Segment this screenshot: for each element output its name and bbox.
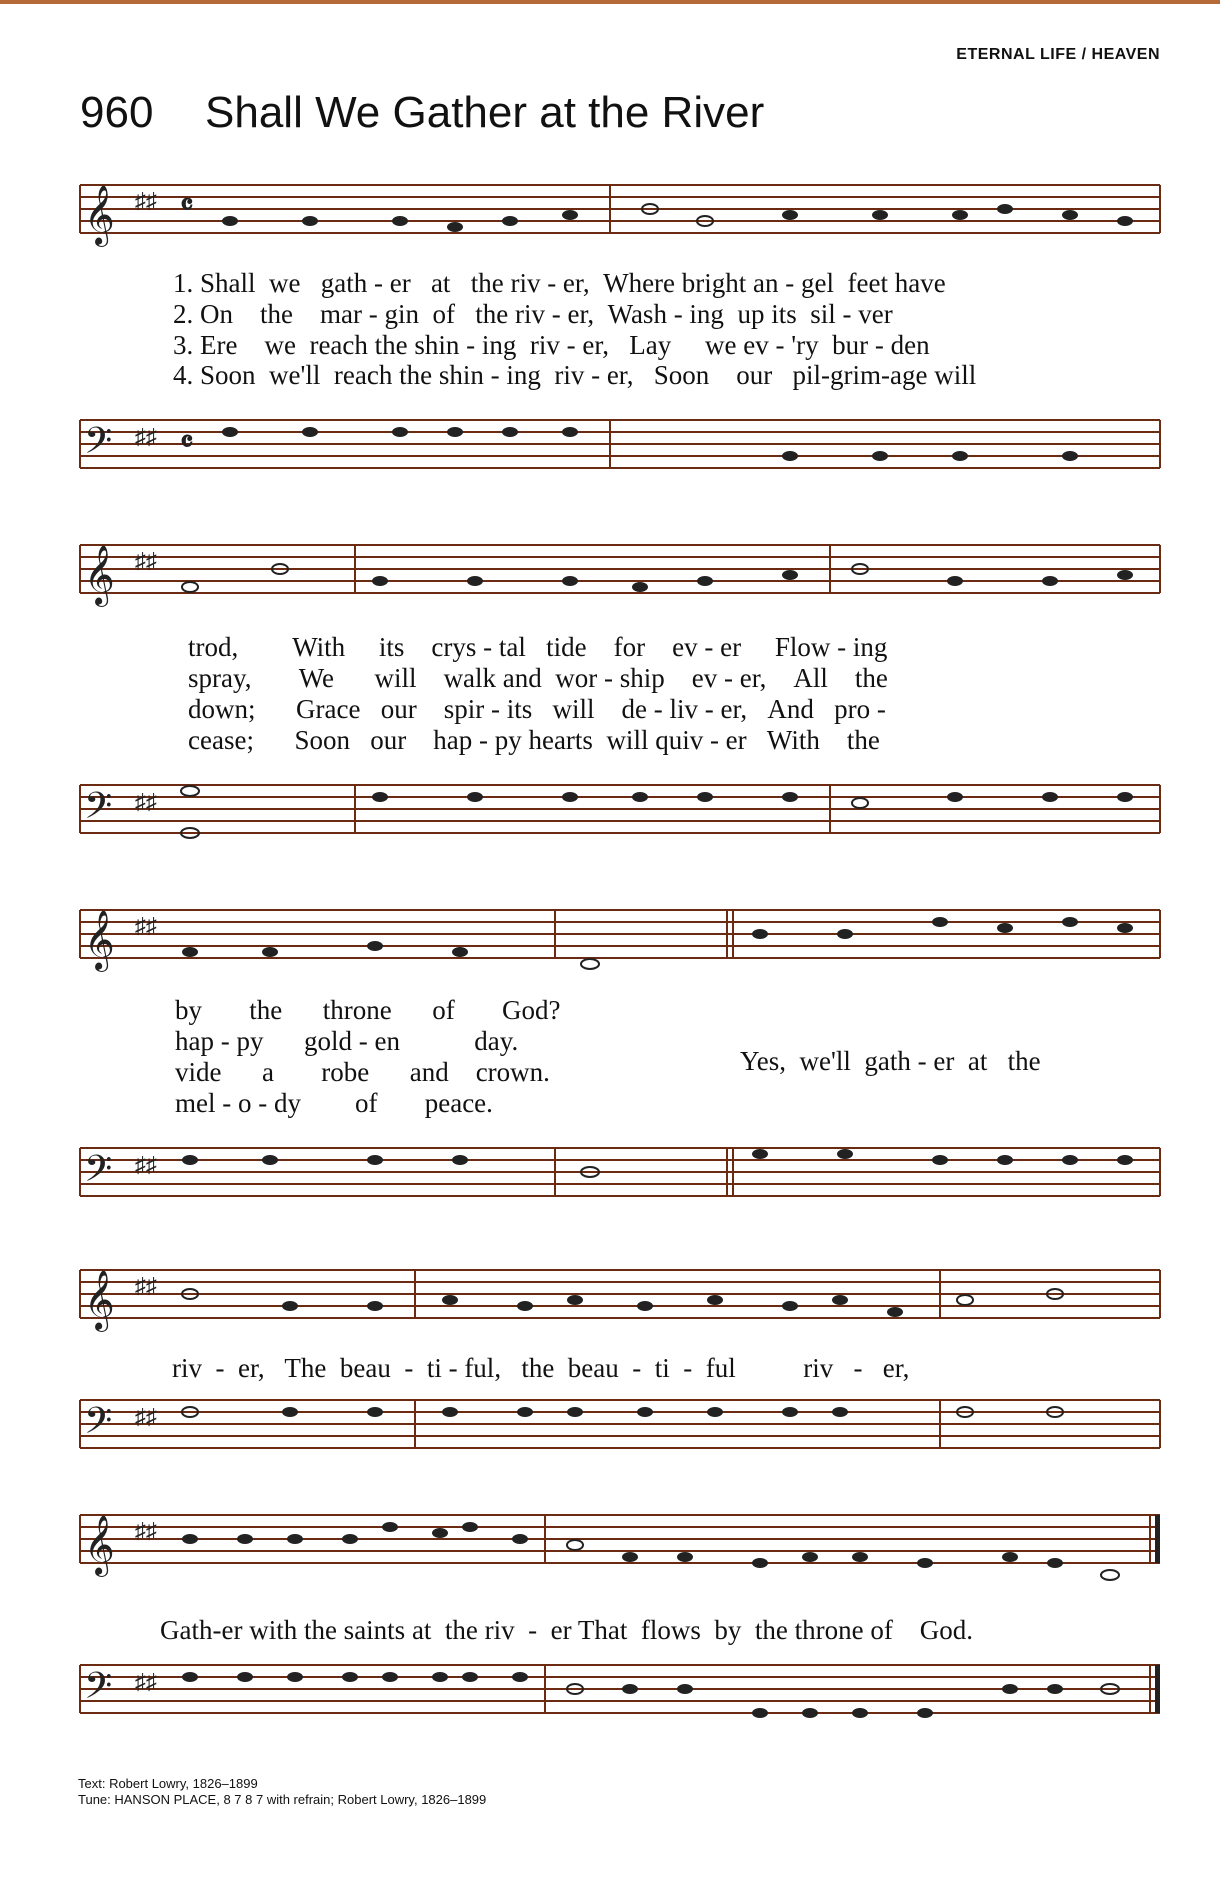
svg-text:♯♯: ♯♯ <box>135 424 157 449</box>
system-2-bass-staff <box>0 765 1220 855</box>
svg-text:♯♯: ♯♯ <box>135 1152 157 1177</box>
verse-3-line-2: down; Grace our spir - its will de - liv - er, And pro - <box>188 694 886 724</box>
verse-4-line-2: cease; Soon our hap - py hearts will quiv - er With the <box>188 725 880 755</box>
svg-text:𝄢: 𝄢 <box>84 786 113 835</box>
verse-3-line-1: 3. Ere we reach the shin - ing riv - er, Lay we ev - 'ry bur - den <box>173 330 930 360</box>
svg-text:♯♯: ♯♯ <box>135 913 157 938</box>
svg-text:𝄴: 𝄴 <box>180 189 194 222</box>
svg-text:𝄢: 𝄢 <box>84 1149 113 1198</box>
hymn-title: Shall We Gather at the River <box>205 88 765 137</box>
svg-text:𝄢: 𝄢 <box>84 1666 113 1715</box>
verse-4-line-1: 4. Soon we'll reach the shin - ing riv - er, Soon our pil-grim-age will <box>173 360 977 390</box>
system-1-bass-staff <box>0 400 1220 490</box>
svg-text:𝄞: 𝄞 <box>84 187 115 244</box>
hymn-number: 960 <box>80 88 154 137</box>
verse-1-line-3: by the throne of God? <box>175 995 561 1025</box>
svg-text:♯♯: ♯♯ <box>135 1273 157 1298</box>
system-5-treble-staff <box>0 1500 1220 1600</box>
svg-text:𝄢: 𝄢 <box>84 421 113 470</box>
tune-credit: Tune: HANSON PLACE, 8 7 8 7 with refrain; Robert Lowry, 1826–1899 <box>78 1792 487 1807</box>
svg-text:♯♯: ♯♯ <box>135 1669 157 1694</box>
refrain-line-1: Yes, we'll gath - er at the <box>740 1046 1041 1076</box>
svg-text:𝄞: 𝄞 <box>84 912 115 969</box>
svg-text:𝄢: 𝄢 <box>84 1401 113 1450</box>
system-3-treble-staff <box>0 895 1220 985</box>
system-4-bass-staff <box>0 1380 1220 1470</box>
section-header: ETERNAL LIFE / HEAVEN <box>956 46 1160 63</box>
system-3-bass-staff <box>0 1128 1220 1218</box>
system-2-treble-staff <box>0 530 1220 620</box>
svg-text:♯♯: ♯♯ <box>135 1404 157 1429</box>
svg-text:♯♯: ♯♯ <box>135 1518 157 1543</box>
svg-text:𝄞: 𝄞 <box>84 547 115 604</box>
system-1-treble-staff <box>0 170 1220 260</box>
verse-2-line-1: 2. On the mar - gin of the riv - er, Wash - ing up its sil - ver <box>173 299 893 329</box>
refrain-line-3: Gath-er with the saints at the riv - er That flows by the throne of God. <box>160 1615 974 1645</box>
verse-2-line-3: hap - py gold - en day. <box>175 1026 519 1056</box>
svg-text:𝄞: 𝄞 <box>84 1517 115 1574</box>
verse-1-line-2: trod, With its crys - tal tide for ev - er Flow - ing <box>188 632 888 662</box>
svg-text:𝄞: 𝄞 <box>84 1272 115 1329</box>
verse-3-line-3: vide a robe and crown. <box>175 1057 550 1087</box>
system-4-treble-staff <box>0 1255 1220 1345</box>
text-credit: Text: Robert Lowry, 1826–1899 <box>78 1776 258 1791</box>
svg-text:♯♯: ♯♯ <box>135 188 157 213</box>
system-5-bass-staff <box>0 1645 1220 1735</box>
svg-text:♯♯: ♯♯ <box>135 548 157 573</box>
top-border <box>0 0 1220 4</box>
verse-2-line-2: spray, We will walk and wor - ship ev - er, All the <box>188 663 888 693</box>
verse-1-line-1: 1. Shall we gath - er at the riv - er, Where bright an - gel feet have <box>173 268 946 298</box>
svg-text:♯♯: ♯♯ <box>135 789 157 814</box>
verse-4-line-3: mel - o - dy of peace. <box>175 1088 493 1118</box>
svg-text:𝄴: 𝄴 <box>180 426 194 459</box>
refrain-line-2: riv - er, The beau - ti - ful, the beau - ti - ful riv - er, <box>172 1353 910 1383</box>
